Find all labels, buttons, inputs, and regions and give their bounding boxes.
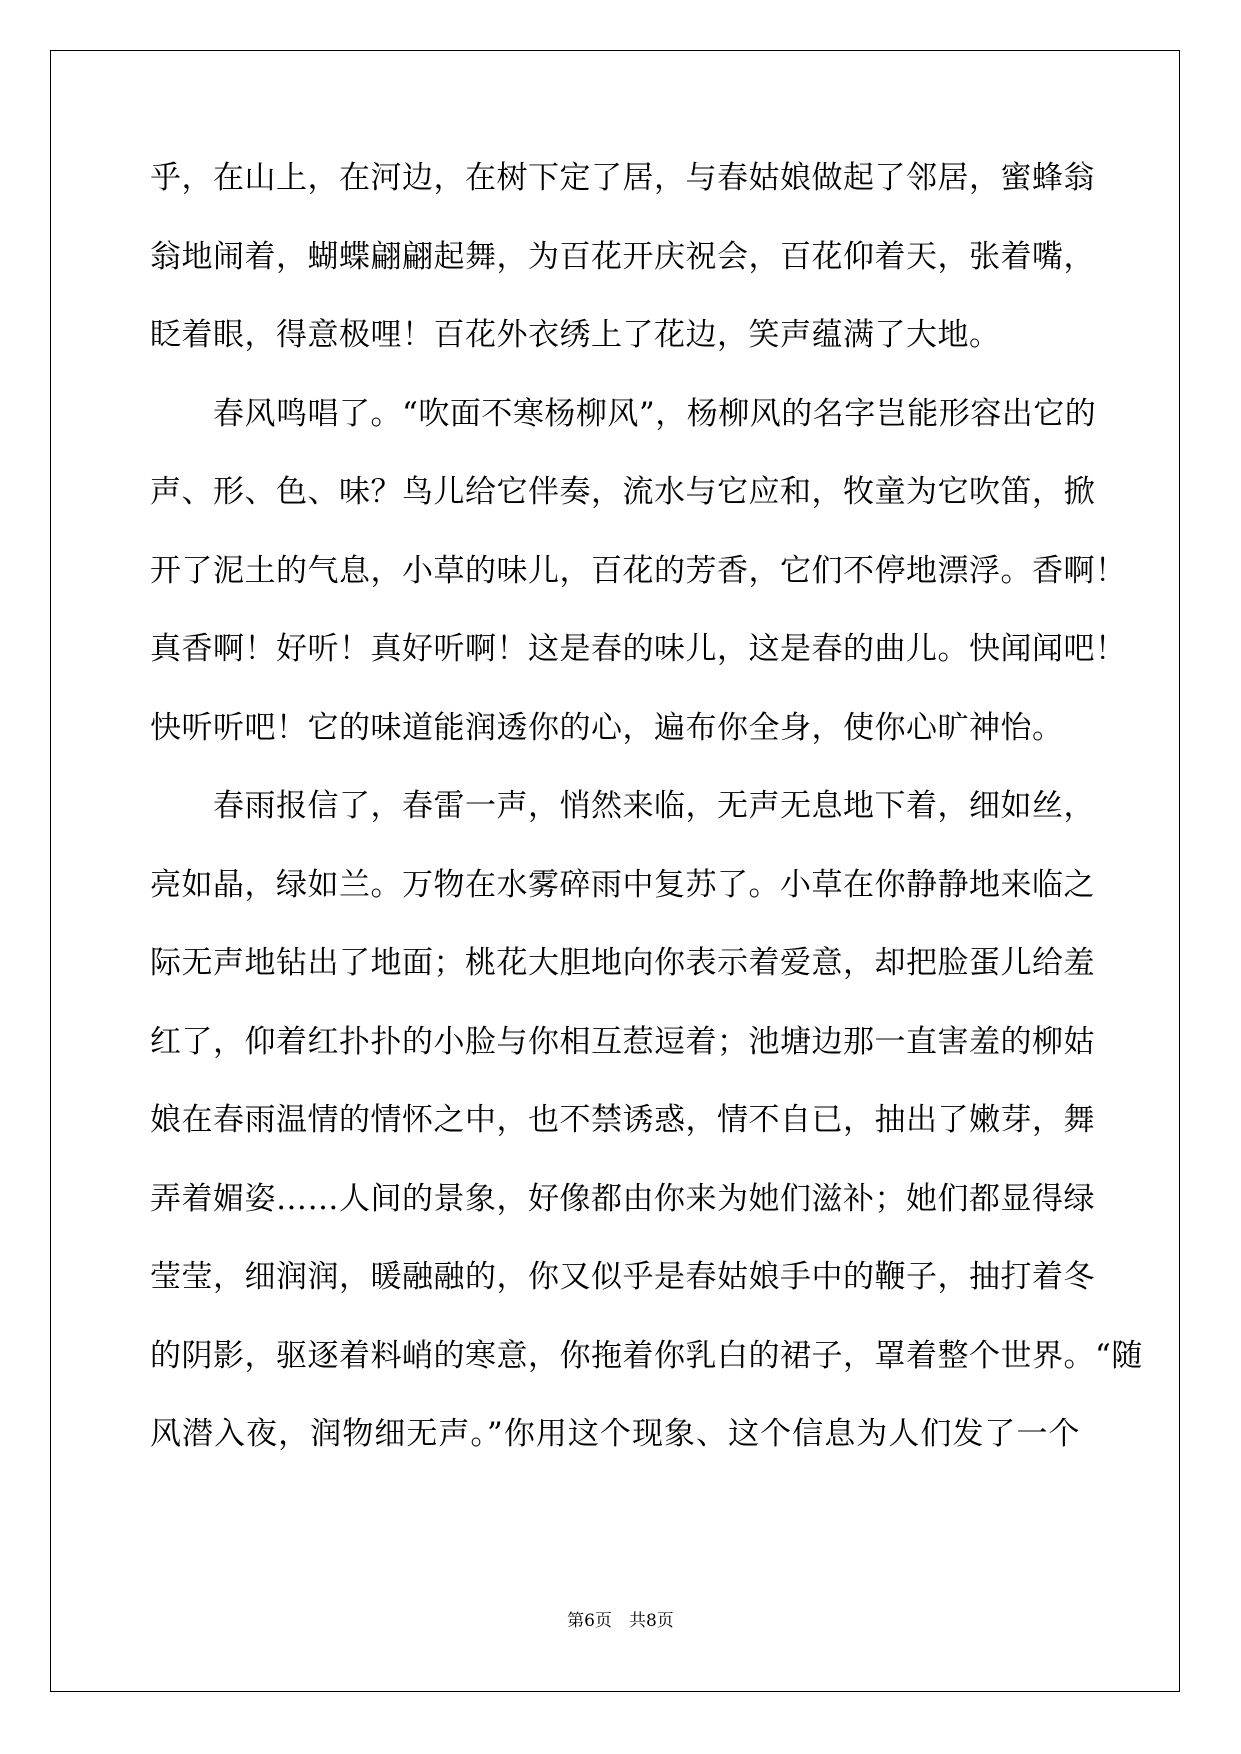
text-line: 亮如晶，绿如兰。万物在水雾碎雨中复苏了。小草在你静静地来临之 [150,866,1095,903]
text-line: 真香啊！好听！真好听啊！这是春的味儿，这是春的曲儿。快闻闻吧！ [150,631,1127,667]
text-line: 声、形、色、味？鸟儿给它伴奏，流水与它应和，牧童为它吹笛，掀 [150,474,1095,510]
text-line: 眨着眼，得意极哩！百花外衣绣上了花边，笑声蕴满了大地。 [150,317,1001,353]
text-line: 春风鸣唱了。“吹面不寒杨柳风”，杨柳风的名字岂能形容出它的 [150,395,1097,432]
text-line: 际无声地钻出了地面；桃花大胆地向你表示着爱意，却把脸蛋儿给羞 [150,945,1095,981]
text-line: 春雨报信了，春雷一声，悄然来临，无声无息地下着，细如丝， [150,788,1095,824]
text-line: 的阴影，驱逐着料峭的寒意，你拖着你乳白的裙子，罩着整个世界。“随 [150,1337,1143,1374]
text-line: 乎，在山上，在河边，在树下定了居，与春姑娘做起了邻居，蜜蜂翁 [150,160,1095,196]
page-number: 第6页 共8页 [567,1611,674,1631]
document-body [150,160,1143,1497]
text-line: 红了，仰着红扑扑的小脸与你相互惹逗着；池塘边那一直害羞的柳姑 [150,1023,1095,1060]
text-line: 翁地闹着，蝴蝶翩翩起舞，为百花开庆祝会，百花仰着天，张着嘴， [150,238,1095,275]
text-line: 弄着媚姿……人间的景象，好像都由你来为她们滋补；她们都显得绿 [150,1180,1095,1217]
text-line: 娘在春雨温情的情怀之中，也不禁诱惑，情不自已，抽出了嫩芽，舞 [150,1102,1095,1138]
text-line: 开了泥土的气息，小草的味儿，百花的芳香，它们不停地漂浮。香啊！ [150,552,1127,589]
text-line: 快听听吧！它的味道能润透你的心，遍布你全身，使你心旷神怡。 [150,709,1064,746]
text-line: 莹莹，细润润，暖融融的，你又似乎是春姑娘手中的鞭子，抽打着冬 [150,1259,1095,1295]
text-line: 风潜入夜，润物细无声。”你用这个现象、这个信息为人们发了一个 [150,1416,1080,1452]
